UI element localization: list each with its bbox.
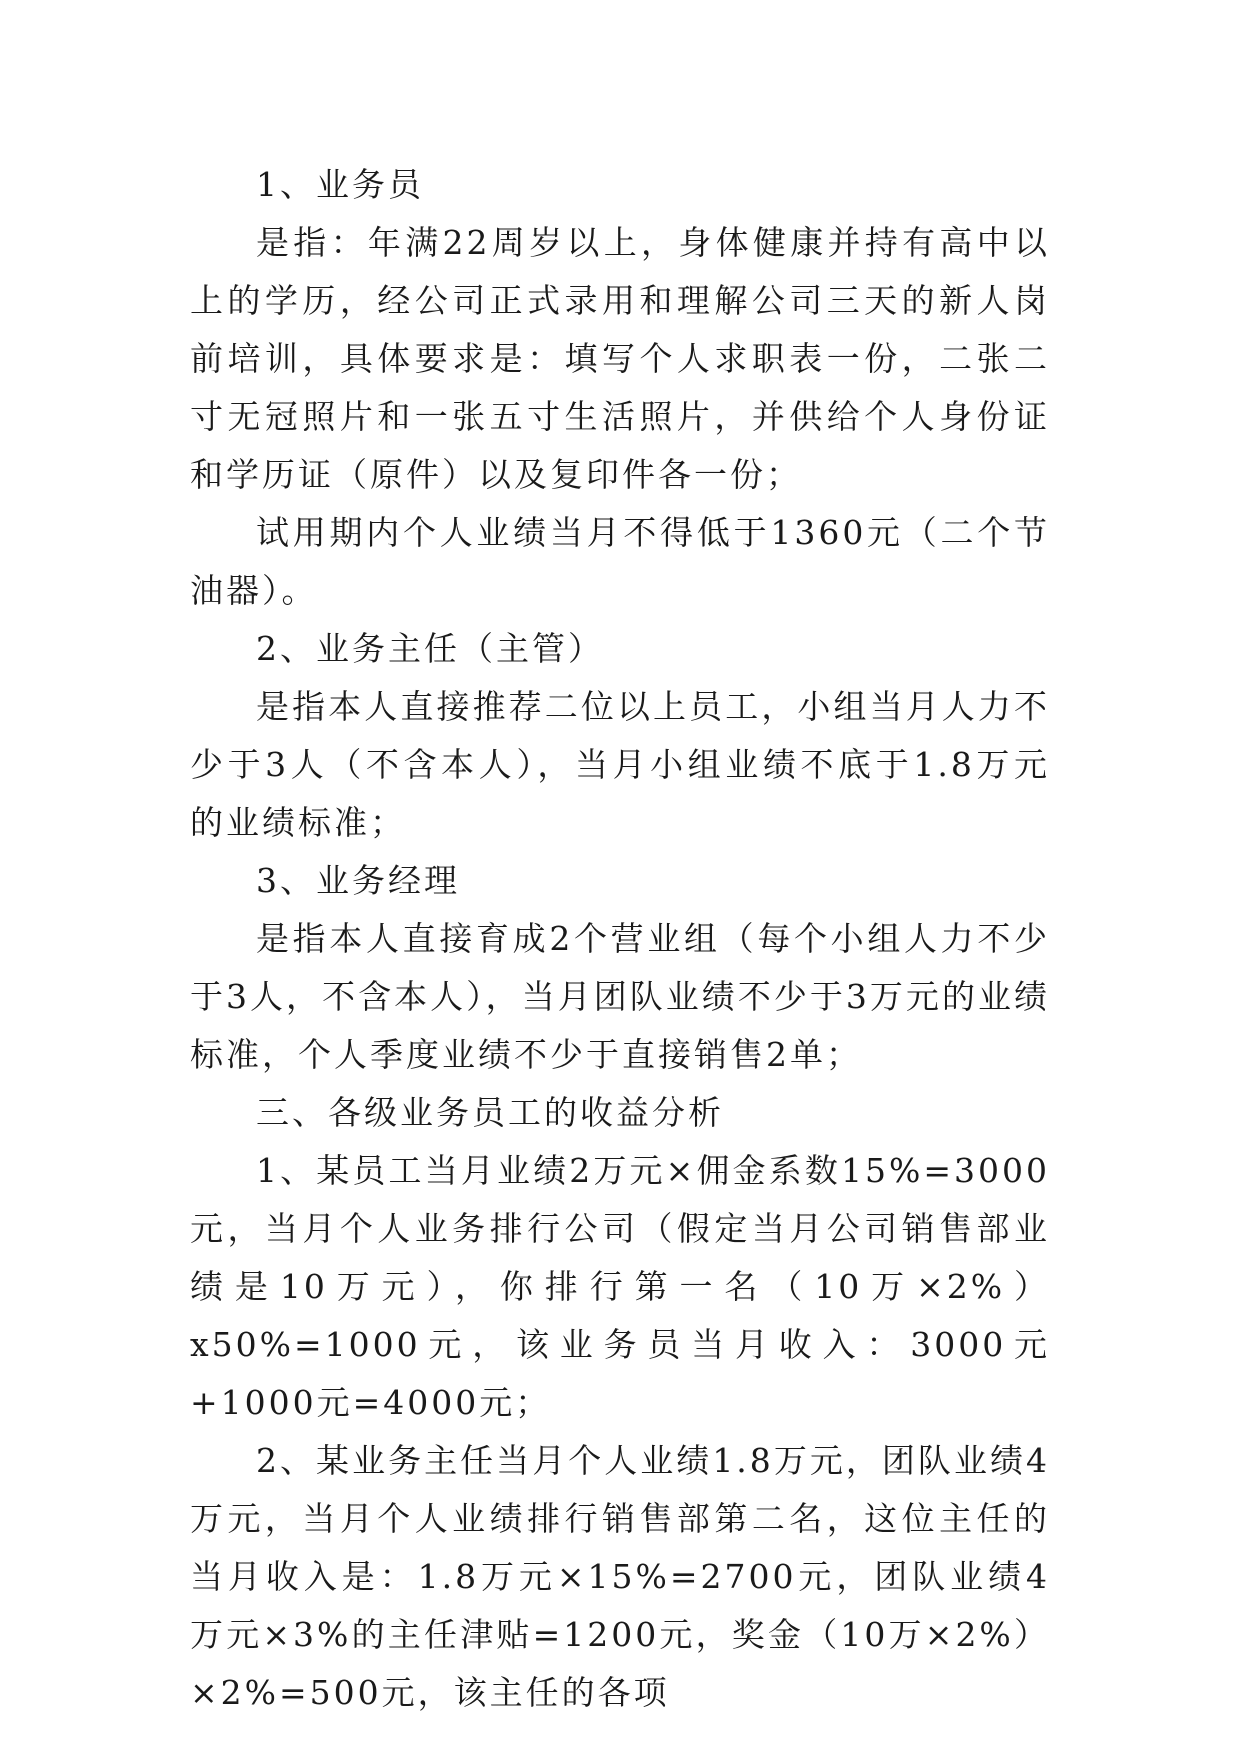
heading-sales-supervisor: 2、业务主任（主管） bbox=[256, 629, 604, 668]
paragraph-income-example-1: 1、某员工当月业绩2万元×佣金系数15%=3000元，当月个人业务排行公司（假定当月公司销售部业绩是10万元），你排行第一名（10万×2%）x50%=1000元，该业务员当月收入：3000元+1000元=4000元； bbox=[190, 1151, 1050, 1422]
heading-salesperson: 1、业务员 bbox=[256, 165, 424, 204]
heading-sales-manager: 3、业务经理 bbox=[256, 861, 460, 900]
paragraph-salesperson-definition: 是指：年满22周岁以上，身体健康并持有高中以上的学历，经公司正式录用和理解公司三天的新人岗前培训，具体要求是：填写个人求职表一份，二张二寸无冠照片和一张五寸生活照片，并供给个人身份证和学历证（原件）以及复印件各一份； bbox=[190, 223, 1050, 494]
paragraph-supervisor-definition: 是指本人直接推荐二位以上员工，小组当月人力不少于3人（不含本人），当月小组业绩不底于1.8万元的业绩标准； bbox=[190, 687, 1050, 842]
paragraph-manager-definition: 是指本人直接育成2个营业组（每个小组人力不少于3人，不含本人），当月团队业绩不少于3万元的业绩标准，个人季度业绩不少于直接销售2单； bbox=[190, 919, 1050, 1074]
paragraph-income-example-2: 2、某业务主任当月个人业绩1.8万元，团队业绩4万元，当月个人业绩排行销售部第二名，这位主任的当月收入是：1.8万元×15%=2700元，团队业绩4万元×3%的主任津贴=1200元，奖金（10万×2%）×2%=500元，该主任的各项 bbox=[190, 1441, 1050, 1712]
heading-income-analysis: 三、各级业务员工的收益分析 bbox=[256, 1093, 724, 1132]
document-body bbox=[190, 156, 1050, 1722]
paragraph-probation-requirement: 试用期内个人业绩当月不得低于1360元（二个节油器）。 bbox=[190, 513, 1050, 610]
